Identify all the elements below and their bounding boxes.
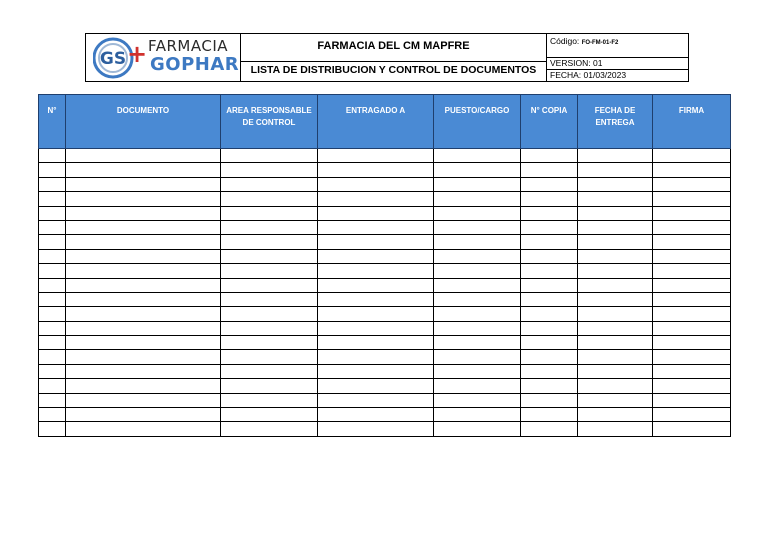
column-header-number: N° xyxy=(39,95,66,149)
table-cell[interactable] xyxy=(66,307,221,321)
table-cell[interactable] xyxy=(578,321,653,335)
column-header-fecha: FECHA DE ENTREGA xyxy=(578,95,653,149)
table-cell[interactable] xyxy=(578,206,653,220)
table-cell[interactable] xyxy=(521,336,578,350)
table-cell[interactable] xyxy=(578,379,653,393)
table-cell[interactable] xyxy=(653,278,731,292)
column-header-documento: DOCUMENTO xyxy=(66,95,221,149)
table-cell[interactable] xyxy=(434,321,521,335)
table-cell[interactable] xyxy=(39,220,66,234)
table-cell[interactable] xyxy=(318,149,434,163)
table-cell[interactable] xyxy=(578,393,653,407)
table-cell[interactable] xyxy=(521,321,578,335)
table-cell[interactable] xyxy=(521,278,578,292)
table-cell[interactable] xyxy=(521,163,578,177)
table-cell[interactable] xyxy=(434,292,521,306)
table-cell[interactable] xyxy=(653,321,731,335)
table-cell[interactable] xyxy=(318,393,434,407)
title-cell xyxy=(241,34,547,82)
table-cell[interactable] xyxy=(653,350,731,364)
table-cell[interactable] xyxy=(521,408,578,422)
table-cell[interactable] xyxy=(578,264,653,278)
table-cell[interactable] xyxy=(318,408,434,422)
table-cell[interactable] xyxy=(39,163,66,177)
table-row xyxy=(39,177,731,191)
table-cell[interactable] xyxy=(653,149,731,163)
table-cell[interactable] xyxy=(521,364,578,378)
table-cell[interactable] xyxy=(434,206,521,220)
table-cell[interactable] xyxy=(221,408,318,422)
table-cell[interactable] xyxy=(39,149,66,163)
table-row xyxy=(39,321,731,335)
table-cell[interactable] xyxy=(318,364,434,378)
table-cell[interactable] xyxy=(66,163,221,177)
document-company-title: FARMACIA DEL CM MAPFRE xyxy=(241,39,546,62)
table-cell[interactable] xyxy=(318,379,434,393)
table-row xyxy=(39,364,731,378)
table-cell[interactable] xyxy=(653,264,731,278)
table-cell[interactable] xyxy=(66,177,221,191)
table-cell[interactable] xyxy=(318,292,434,306)
table-cell[interactable] xyxy=(318,206,434,220)
table-cell[interactable] xyxy=(653,307,731,321)
table-cell[interactable] xyxy=(39,307,66,321)
table-cell[interactable] xyxy=(434,364,521,378)
table-cell[interactable] xyxy=(39,192,66,206)
table-cell[interactable] xyxy=(578,149,653,163)
code-value: FO-FM-01-F2 xyxy=(581,39,619,46)
table-cell[interactable] xyxy=(39,364,66,378)
table-cell[interactable] xyxy=(318,422,434,436)
table-cell[interactable] xyxy=(578,235,653,249)
table-cell[interactable] xyxy=(434,192,521,206)
table-cell[interactable] xyxy=(318,278,434,292)
table-cell[interactable] xyxy=(434,408,521,422)
table-row xyxy=(39,235,731,249)
logo-text-farmacia: FARMACIA xyxy=(148,37,229,55)
table-cell[interactable] xyxy=(653,393,731,407)
table-cell[interactable] xyxy=(66,422,221,436)
table-cell[interactable] xyxy=(221,249,318,263)
table-cell[interactable] xyxy=(434,350,521,364)
table-cell[interactable] xyxy=(653,206,731,220)
table-cell[interactable] xyxy=(434,264,521,278)
company-logo xyxy=(86,34,240,81)
table-cell[interactable] xyxy=(66,235,221,249)
table-cell[interactable] xyxy=(318,350,434,364)
table-cell[interactable] xyxy=(221,321,318,335)
table-row xyxy=(39,393,731,407)
table-cell[interactable] xyxy=(653,249,731,263)
table-cell[interactable] xyxy=(521,149,578,163)
table-row xyxy=(39,278,731,292)
table-cell[interactable] xyxy=(521,192,578,206)
table-cell[interactable] xyxy=(39,379,66,393)
table-cell[interactable] xyxy=(318,307,434,321)
table-cell[interactable] xyxy=(521,177,578,191)
table-cell[interactable] xyxy=(39,336,66,350)
table-cell[interactable] xyxy=(66,264,221,278)
table-cell[interactable] xyxy=(66,393,221,407)
table-cell[interactable] xyxy=(221,163,318,177)
table-cell[interactable] xyxy=(578,336,653,350)
table-cell[interactable] xyxy=(578,422,653,436)
table-cell[interactable] xyxy=(221,149,318,163)
column-header-firma: FIRMA xyxy=(653,95,731,149)
table-cell[interactable] xyxy=(521,422,578,436)
table-cell[interactable] xyxy=(578,177,653,191)
table-cell[interactable] xyxy=(434,307,521,321)
table-cell[interactable] xyxy=(434,336,521,350)
table-row xyxy=(39,307,731,321)
table-cell[interactable] xyxy=(66,379,221,393)
table-cell[interactable] xyxy=(318,220,434,234)
table-cell[interactable] xyxy=(434,163,521,177)
table-cell[interactable] xyxy=(221,235,318,249)
code-row xyxy=(547,35,688,58)
table-cell[interactable] xyxy=(434,422,521,436)
column-header-puesto: PUESTO/CARGO xyxy=(434,95,521,149)
gs-emblem-icon xyxy=(93,36,149,80)
table-cell[interactable] xyxy=(318,235,434,249)
table-cell[interactable] xyxy=(66,408,221,422)
code-label: Código: xyxy=(550,35,580,46)
table-cell[interactable] xyxy=(221,177,318,191)
table-row xyxy=(39,379,731,393)
table-cell[interactable] xyxy=(221,192,318,206)
table-cell[interactable] xyxy=(653,408,731,422)
table-cell[interactable] xyxy=(221,379,318,393)
table-cell[interactable] xyxy=(39,408,66,422)
table-cell[interactable] xyxy=(578,220,653,234)
table-cell[interactable] xyxy=(66,220,221,234)
table-cell[interactable] xyxy=(521,393,578,407)
table-row xyxy=(39,220,731,234)
table-cell[interactable] xyxy=(221,422,318,436)
table-cell[interactable] xyxy=(578,350,653,364)
document-header xyxy=(85,33,689,82)
table-cell[interactable] xyxy=(653,336,731,350)
table-row xyxy=(39,206,731,220)
table-row xyxy=(39,249,731,263)
table-row xyxy=(39,350,731,364)
table-row xyxy=(39,336,731,350)
table-cell[interactable] xyxy=(578,192,653,206)
table-cell[interactable] xyxy=(39,278,66,292)
table-cell[interactable] xyxy=(578,278,653,292)
table-cell[interactable] xyxy=(653,235,731,249)
table-header-row xyxy=(39,95,731,149)
distribution-table xyxy=(38,94,731,437)
table-cell[interactable] xyxy=(434,393,521,407)
table-cell[interactable] xyxy=(318,321,434,335)
table-cell[interactable] xyxy=(434,149,521,163)
logo-plus-icon: + xyxy=(126,40,148,68)
logo-text-gophar: GOPHAR xyxy=(150,54,240,75)
table-cell[interactable] xyxy=(39,235,66,249)
table-cell[interactable] xyxy=(653,364,731,378)
table-cell[interactable] xyxy=(521,307,578,321)
table-cell[interactable] xyxy=(434,235,521,249)
table-cell[interactable] xyxy=(39,206,66,220)
table-cell[interactable] xyxy=(39,422,66,436)
logo-cell xyxy=(86,34,241,82)
table-cell[interactable] xyxy=(39,249,66,263)
table-cell[interactable] xyxy=(318,163,434,177)
table-cell[interactable] xyxy=(221,264,318,278)
table-cell[interactable] xyxy=(66,350,221,364)
table-row xyxy=(39,163,731,177)
table-cell[interactable] xyxy=(318,336,434,350)
table-cell[interactable] xyxy=(521,292,578,306)
table-cell[interactable] xyxy=(66,292,221,306)
table-cell[interactable] xyxy=(221,364,318,378)
table-cell[interactable] xyxy=(39,350,66,364)
table-cell[interactable] xyxy=(318,192,434,206)
table-cell[interactable] xyxy=(521,220,578,234)
table-cell[interactable] xyxy=(66,206,221,220)
table-cell[interactable] xyxy=(521,264,578,278)
table-cell[interactable] xyxy=(578,163,653,177)
table-cell[interactable] xyxy=(39,393,66,407)
table-cell[interactable] xyxy=(39,292,66,306)
table-cell[interactable] xyxy=(521,206,578,220)
table-cell[interactable] xyxy=(221,206,318,220)
date-row: FECHA: 01/03/2023 xyxy=(550,69,627,80)
table-cell[interactable] xyxy=(521,235,578,249)
table-cell[interactable] xyxy=(221,292,318,306)
table-cell[interactable] xyxy=(434,220,521,234)
table-row xyxy=(39,292,731,306)
table-cell[interactable] xyxy=(66,336,221,350)
logo-mark-text: GS xyxy=(99,49,127,69)
table-cell[interactable] xyxy=(221,220,318,234)
table-cell[interactable] xyxy=(521,249,578,263)
table-cell[interactable] xyxy=(521,350,578,364)
table-cell[interactable] xyxy=(66,149,221,163)
table-cell[interactable] xyxy=(653,163,731,177)
table-cell[interactable] xyxy=(653,292,731,306)
table-cell[interactable] xyxy=(578,364,653,378)
table-cell[interactable] xyxy=(578,292,653,306)
table-cell[interactable] xyxy=(318,177,434,191)
table-cell[interactable] xyxy=(434,278,521,292)
table-cell[interactable] xyxy=(578,307,653,321)
version-row: VERSION: 01 xyxy=(547,58,688,70)
table-cell[interactable] xyxy=(434,249,521,263)
table-cell[interactable] xyxy=(653,192,731,206)
table-cell[interactable] xyxy=(221,307,318,321)
document-title: LISTA DE DISTRIBUCION Y CONTROL DE DOCUMENTOS xyxy=(250,64,537,76)
table-cell[interactable] xyxy=(66,364,221,378)
table-cell[interactable] xyxy=(221,393,318,407)
table-row xyxy=(39,408,731,422)
table-cell[interactable] xyxy=(578,408,653,422)
table-cell[interactable] xyxy=(318,264,434,278)
table-cell[interactable] xyxy=(39,321,66,335)
table-cell[interactable] xyxy=(66,278,221,292)
table-cell[interactable] xyxy=(578,249,653,263)
table-cell[interactable] xyxy=(66,192,221,206)
table-cell[interactable] xyxy=(39,177,66,191)
table-cell[interactable] xyxy=(653,422,731,436)
table-row xyxy=(39,149,731,163)
table-cell[interactable] xyxy=(221,336,318,350)
column-header-area: AREA RESPONSABLE DE CONTROL xyxy=(221,95,318,149)
table-body xyxy=(39,149,731,437)
table-row xyxy=(39,264,731,278)
table-cell[interactable] xyxy=(39,264,66,278)
table-cell[interactable] xyxy=(318,249,434,263)
table-cell[interactable] xyxy=(66,321,221,335)
table-cell[interactable] xyxy=(434,177,521,191)
table-row xyxy=(39,422,731,436)
column-header-copia: N° COPIA xyxy=(521,95,578,149)
table-cell[interactable] xyxy=(434,379,521,393)
column-header-entregado: ENTRAGADO A xyxy=(318,95,434,149)
table-cell[interactable] xyxy=(653,177,731,191)
table-cell[interactable] xyxy=(66,249,221,263)
table-cell[interactable] xyxy=(221,278,318,292)
table-cell[interactable] xyxy=(521,379,578,393)
table-cell[interactable] xyxy=(653,220,731,234)
table-cell[interactable] xyxy=(653,379,731,393)
meta-cell xyxy=(547,34,689,82)
table-row xyxy=(39,192,731,206)
table-cell[interactable] xyxy=(221,350,318,364)
